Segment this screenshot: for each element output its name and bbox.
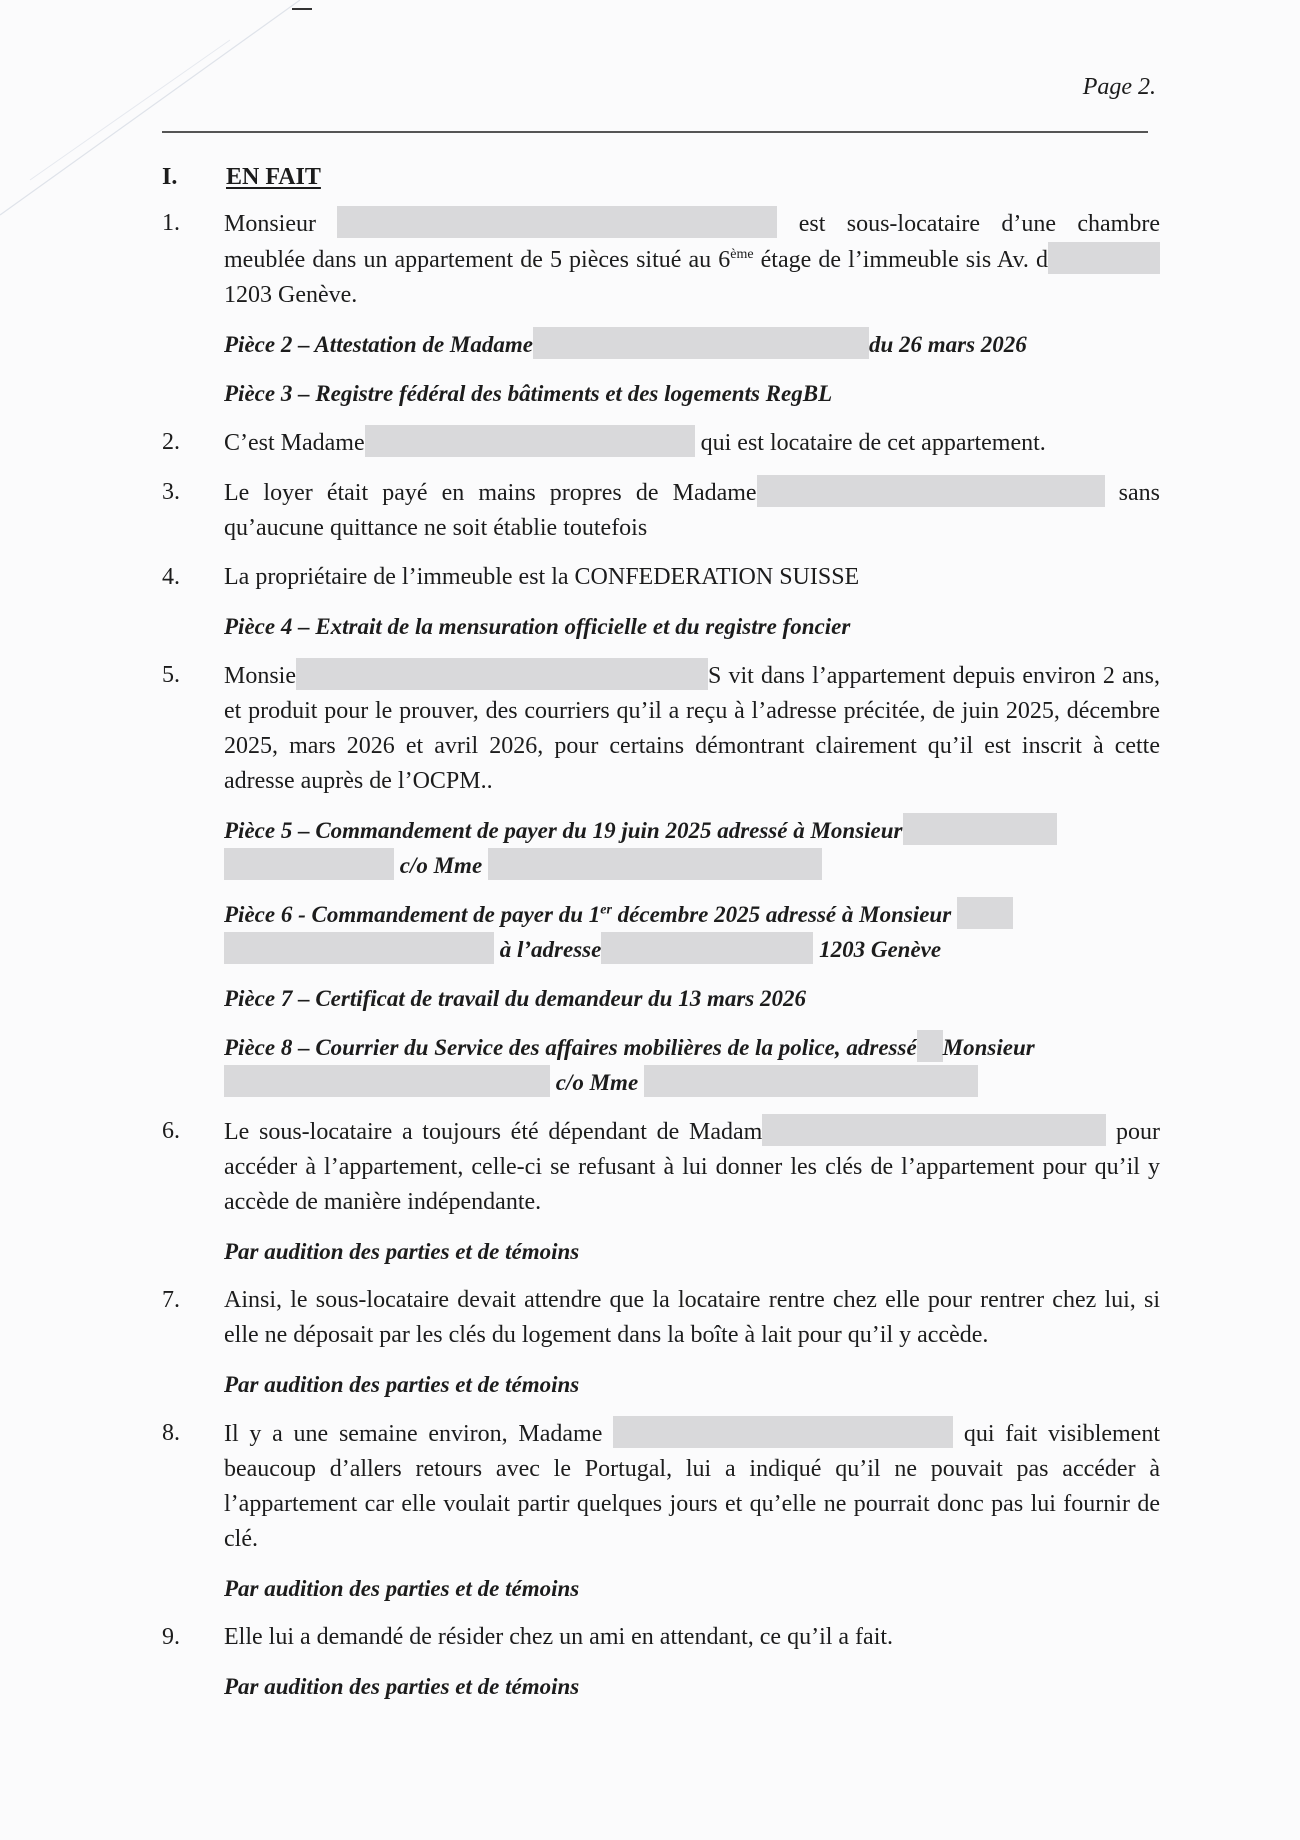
paragraph-number: 4. [162,564,180,590]
redaction-box [757,475,1105,507]
paragraph-number: 7. [162,1287,180,1313]
redaction-box [917,1030,943,1062]
redaction-box [296,658,708,690]
paragraph-3 [162,475,1160,546]
redaction-box [762,1114,1106,1146]
paragraph-text: C’est Madame qui est locataire de cet appartement. [224,425,1160,461]
paragraph-text: Monsieur est sous-locataire d’une chambre meublée dans un appartement de 5 pièces situé au 6ème étage de l’immeuble sis Av. d 1203 Genève. [224,206,1160,313]
paragraph-1 [162,206,1160,313]
exhibit-reference: Par audition des parties et de témoins [224,1239,580,1264]
exhibit-reference: Pièce 6 - Commandement de payer du 1er décembre 2025 adressé à Monsieur à l’adresse 1203 Genève [224,897,1160,967]
exhibit-reference: Pièce 4 – Extrait de la mensuration officielle et du registre foncier [224,614,851,639]
paragraph-text: Le sous-locataire a toujours été dépendant de Madam pour accéder à l’appartement, celle-ci se refusant à lui donner les clés de l’appartement pour qu’il y accède de manière indépendante. [224,1114,1160,1220]
exhibit-reference: Par audition des parties et de témoins [224,1372,580,1397]
paragraph-6 [162,1114,1160,1220]
exhibit-reference: Pièce 5 – Commandement de payer du 19 juin 2025 adressé à Monsieur c/o Mme [224,813,1160,883]
redaction-box [224,848,394,880]
paragraph-text: Elle lui a demandé de résider chez un ami en attendant, ce qu’il a fait. [224,1624,894,1650]
paragraph-9 [162,1620,1160,1655]
paragraph-2 [162,425,1160,461]
paragraph-number: 6. [162,1118,180,1144]
exhibit-reference: Pièce 8 – Courrier du Service des affaires mobilières de la police, adressé Monsieur c/o Mme [224,1030,1160,1100]
section-heading [162,164,321,191]
exhibit-reference: Par audition des parties et de témoins [224,1674,580,1699]
redaction-box [224,932,494,964]
paragraph-4 [162,560,1160,595]
redaction-box [365,425,695,457]
paragraph-number: 1. [162,210,180,236]
paragraph-number: 3. [162,479,180,505]
paragraph-text: Il y a une semaine environ, Madame qui fait visiblement beaucoup d’allers retours avec le Portugal, lui a indiqué qu’il ne pouvait pas accéder à l’appartement car elle voulait partir quelques jours et qu’elle ne pourrait donc pas lui fournir de clé. [224,1416,1160,1557]
section-number: I. [162,164,178,190]
paragraph-number: 8. [162,1420,180,1446]
header-rule [162,131,1148,133]
redaction-box [613,1416,953,1448]
paragraph-8 [162,1416,1160,1557]
redaction-box [488,848,822,880]
exhibit-reference: Pièce 2 – Attestation de Madame du 26 mars 2026 [224,327,1160,362]
redaction-box [601,932,813,964]
redaction-box [1048,242,1160,274]
exhibit-reference: Pièce 7 – Certificat de travail du demandeur du 13 mars 2026 [224,986,806,1011]
redaction-box [903,813,1057,845]
exhibit-reference: Par audition des parties et de témoins [224,1576,580,1601]
exhibit-reference: Pièce 3 – Registre fédéral des bâtiments et des logements RegBL [224,381,833,406]
paragraph-text: Ainsi, le sous-locataire devait attendre que la locataire rentre chez elle pour rentrer chez lui, si elle ne déposait par les clés du logement dans la boîte à lait pour qu’il y accède. [224,1287,1160,1348]
redaction-box [533,327,869,359]
redaction-box [644,1065,978,1097]
paragraph-number: 2. [162,429,180,455]
page-number: Page 2. [1082,74,1156,100]
paragraph-text: La propriétaire de l’immeuble est la CONFEDERATION SUISSE [224,564,860,590]
paragraph-5 [162,658,1160,799]
paragraph-number: 5. [162,662,180,688]
redaction-box [337,206,777,238]
paragraph-7 [162,1283,1160,1353]
facts-list [162,206,1160,1718]
redaction-box [224,1065,550,1097]
redaction-box [957,897,1013,929]
paragraph-text: Monsie S vit dans l’appartement depuis environ 2 ans, et produit pour le prouver, des courriers qu’il a reçu à l’adresse précitée, de juin 2025, décembre 2025, mars 2026 et avril 2026, pour certains démontrant clairement qu’il est inscrit à cette adresse auprès de l’OCPM.. [224,658,1160,799]
paragraph-number: 9. [162,1624,180,1650]
paragraph-text: Le loyer était payé en mains propres de Madame sans qu’aucune quittance ne soit établie toutefois [224,475,1160,546]
section-title: EN FAIT [226,164,321,190]
